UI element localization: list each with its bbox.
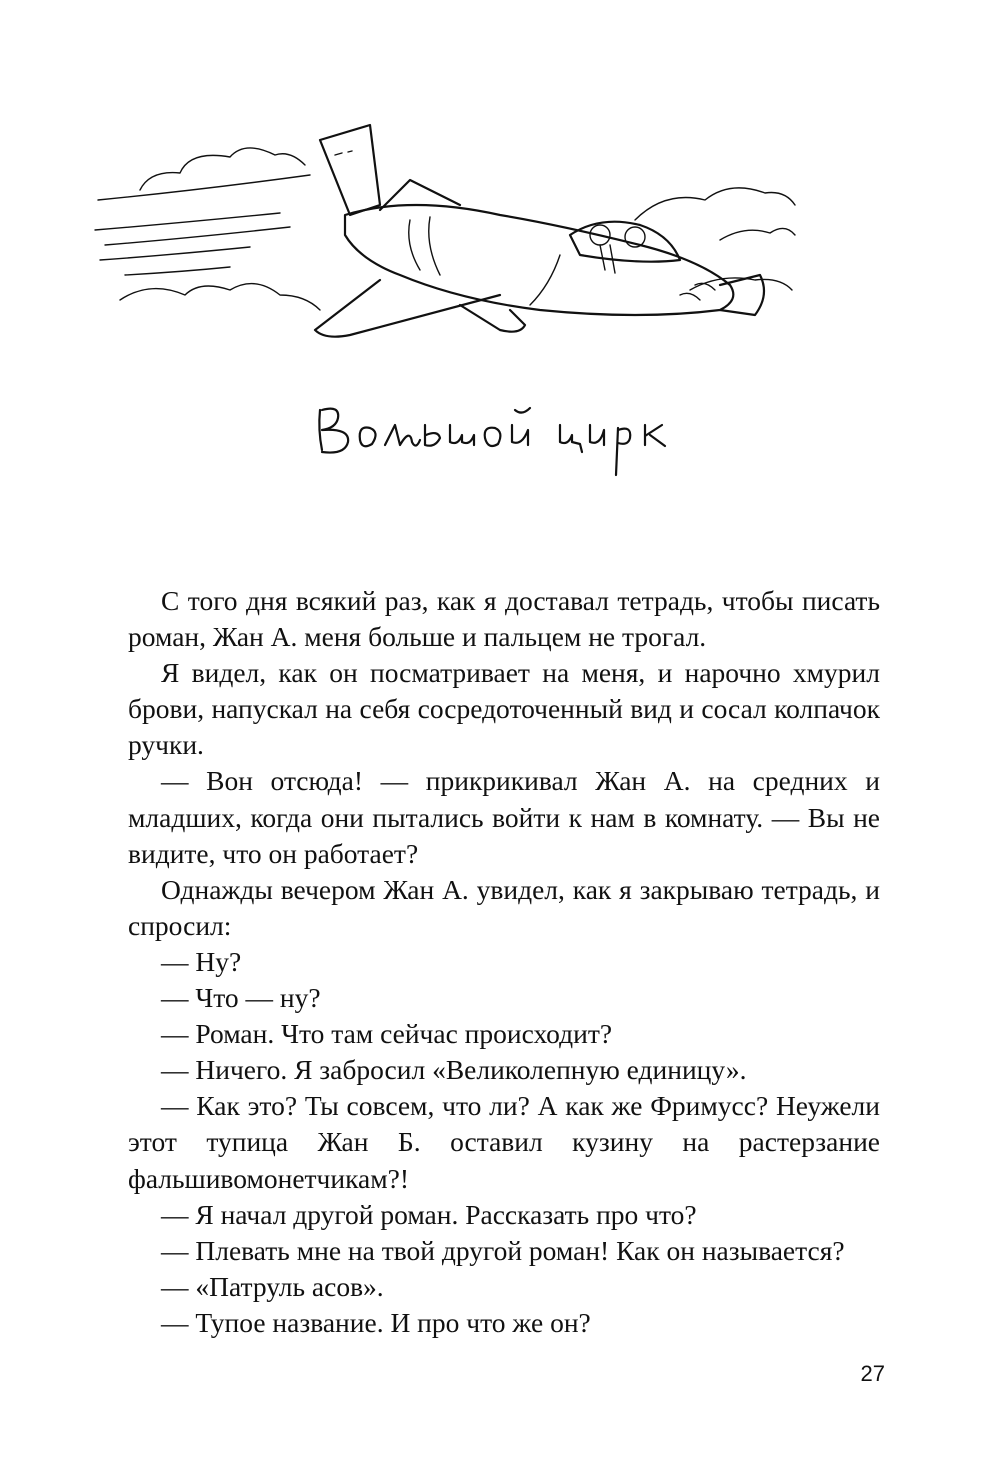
- dialogue-line: — Как это? Ты совсем, что ли? А как же Фримусс? Неужели этот тупица Жан Б. оставил кузину на растерзание фальшивомонетчикам?!: [128, 1090, 880, 1194]
- dialogue-line: — Что — ну?: [161, 982, 321, 1014]
- body-text: [128, 583, 880, 1341]
- handwritten-title-icon: [300, 380, 680, 490]
- dialogue-line: — Тупое название. И про что же он?: [161, 1306, 591, 1338]
- paragraph: С того дня всякий раз, как я доставал тетрадь, чтобы писать роман, Жан А. меня больше и пальцем не трогал.: [128, 585, 880, 653]
- dialogue-line: — Ничего. Я забросил «Великолепную единицу».: [161, 1054, 747, 1086]
- dialogue-line: — Роман. Что там сейчас происходит?: [161, 1018, 613, 1050]
- page-number: 27: [860, 1361, 885, 1386]
- paragraph: Однажды вечером Жан А. увидел, как я закрываю тетрадь, и спросил:: [128, 873, 880, 941]
- airplane-illustration: [80, 95, 800, 375]
- chapter-title-text: [300, 380, 301, 381]
- dialogue-line: — Плевать мне на твой другой роман! Как он называется?: [161, 1234, 845, 1266]
- dialogue-line: — Я начал другой роман. Рассказать про что?: [161, 1198, 697, 1230]
- dialogue-line: — «Патруль асов».: [161, 1270, 384, 1302]
- chapter-title: [300, 380, 680, 490]
- paragraph: Я видел, как он посматривает на меня, и нарочно хмурил брови, напускал на себя сосредоточенный вид и сосал колпачок ручки.: [128, 657, 880, 761]
- paragraph: — Вон отсюда! — прикрикивал Жан А. на средних и младших, когда они пытались войти к нам в комнату. — Вы не видите, что он работает?: [128, 765, 880, 869]
- airplane-icon: [80, 95, 800, 375]
- dialogue-line: — Ну?: [161, 945, 242, 977]
